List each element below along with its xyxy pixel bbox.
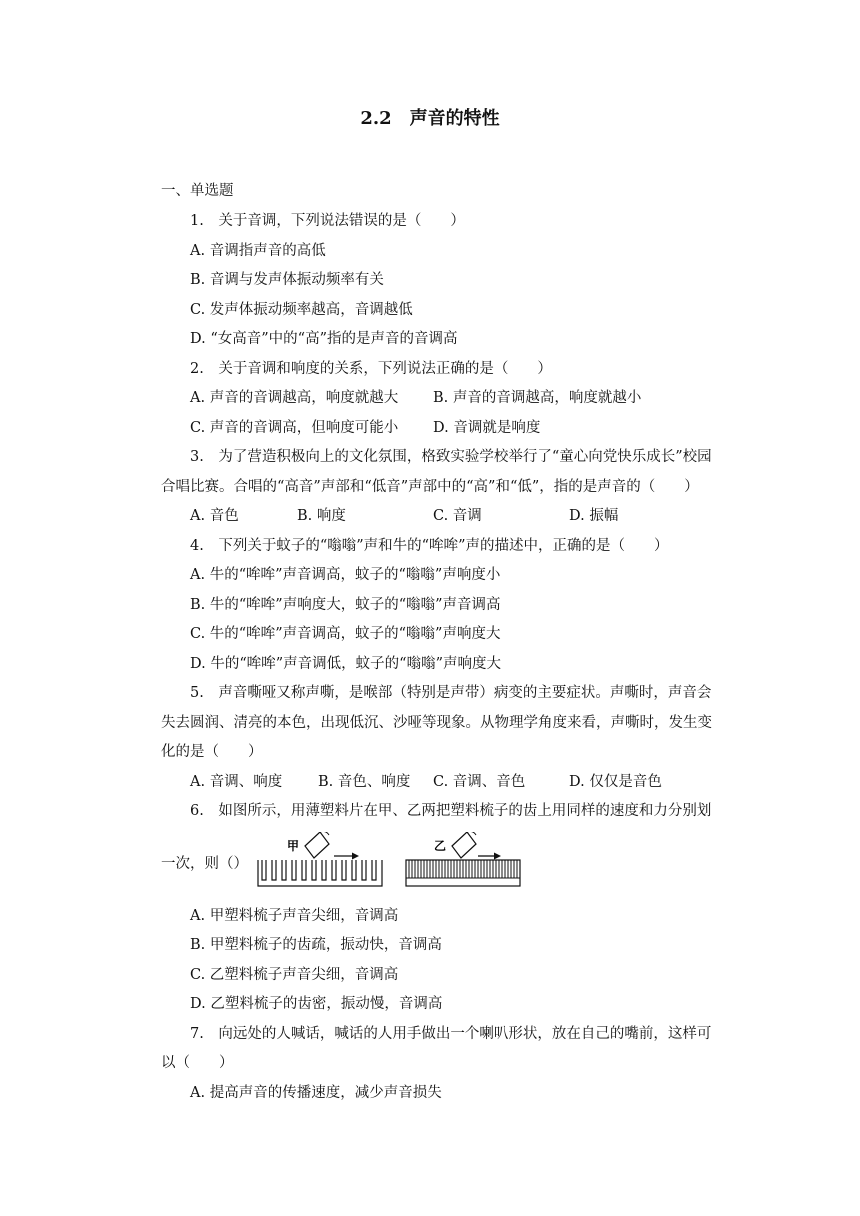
option-4a: A. 牛的“哞哞”声音调高，蚊子的“嗡嗡”声响度小	[190, 567, 501, 583]
option-3a: A. 音色	[190, 508, 239, 524]
option-2d: D. 音调就是响度	[433, 420, 541, 436]
option-3c: C. 音调	[433, 508, 482, 524]
option-6c: C. 乙塑料梳子声音尖细，音调高	[190, 967, 399, 983]
option-2c: C. 声音的音调高，但响度可能小	[190, 420, 399, 436]
question-4: 4. 下列关于蚊子的“嗡嗡”声和牛的“哞哞”声的描述中，正确的是（ ）	[190, 538, 669, 554]
option-3d: D. 振幅	[569, 508, 619, 524]
option-6b: B. 甲塑料梳子的齿疏，振动快，音调高	[190, 937, 442, 953]
option-4d: D. 牛的“哞哞”声音调低，蚊子的“嗡嗡”声响度大	[190, 656, 501, 672]
comb-label-jia: 甲	[287, 839, 300, 853]
comb-diagram	[256, 832, 526, 890]
option-2a: A. 声音的音调越高，响度就越大	[190, 390, 399, 406]
question-3-cont: 合唱比赛。合唱的“高音”声部和“低音”声部中的“高”和“低”，指的是声音的（ ）	[161, 479, 699, 495]
comb-jia	[258, 860, 382, 886]
arrow-yi	[478, 853, 501, 860]
option-1a: A. 音调指声音的高低	[190, 243, 326, 259]
option-5c: C. 音调、音色	[433, 774, 526, 790]
option-2b: B. 声音的音调越高，响度就越小	[433, 390, 642, 406]
question-5-cont-1: 失去圆润、清亮的本色，出现低沉、沙哑等现象。从物理学角度来看，声嘶时，发生变	[161, 715, 712, 731]
option-4b: B. 牛的“哞哞”声响度大，蚊子的“嗡嗡”声音调高	[190, 597, 501, 613]
option-5a: A. 音调、响度	[190, 774, 283, 790]
question-2: 2. 关于音调和响度的关系，下列说法正确的是（ ）	[190, 361, 552, 377]
section-heading: 一、单选题	[161, 183, 234, 199]
option-1d: D. “女高音”中的“高”指的是声音的音调高	[190, 331, 458, 347]
option-3b: B. 响度	[297, 508, 346, 524]
option-7a: A. 提高声音的传播速度，减少声音损失	[190, 1085, 442, 1101]
option-6a: A. 甲塑料梳子声音尖细，音调高	[190, 908, 399, 924]
plastic-sheet-jia	[305, 832, 329, 858]
question-5-cont-2: 化的是（ ）	[161, 744, 263, 760]
option-4c: C. 牛的“哞哞”声音调高，蚊子的“嗡嗡”声响度大	[190, 626, 501, 642]
option-1b: B. 音调与发声体振动频率有关	[190, 272, 384, 288]
question-3: 3. 为了营造积极向上的文化氛围，格致实验学校举行了“童心向党快乐成长”校园	[190, 449, 712, 465]
question-5: 5. 声音嘶哑又称声嘶，是喉部（特别是声带）病变的主要症状。声嘶时，声音会	[190, 685, 712, 701]
comb-yi	[406, 860, 520, 886]
question-7: 7. 向远处的人喊话，喊话的人用手做出一个喇叭形状，放在自己的嘴前，这样可	[190, 1026, 712, 1042]
option-6d: D. 乙塑料梳子的齿密，振动慢，音调高	[190, 996, 443, 1012]
question-6-cont: 一次，则（）	[161, 856, 248, 872]
plastic-sheet-yi	[452, 832, 476, 858]
comb-label-yi: 乙	[434, 839, 447, 853]
question-6: 6. 如图所示，用薄塑料片在甲、乙两把塑料梳子的齿上用同样的速度和力分别划	[190, 803, 712, 819]
option-5d: D. 仅仅是音色	[569, 774, 662, 790]
page-title: 2.2 声音的特性	[360, 108, 500, 129]
arrow-jia	[334, 853, 359, 860]
option-5b: B. 音色、响度	[318, 774, 411, 790]
question-1: 1. 关于音调，下列说法错误的是（ ）	[190, 213, 465, 229]
option-1c: C. 发声体振动频率越高，音调越低	[190, 302, 413, 318]
question-7-cont: 以（ ）	[161, 1055, 234, 1071]
